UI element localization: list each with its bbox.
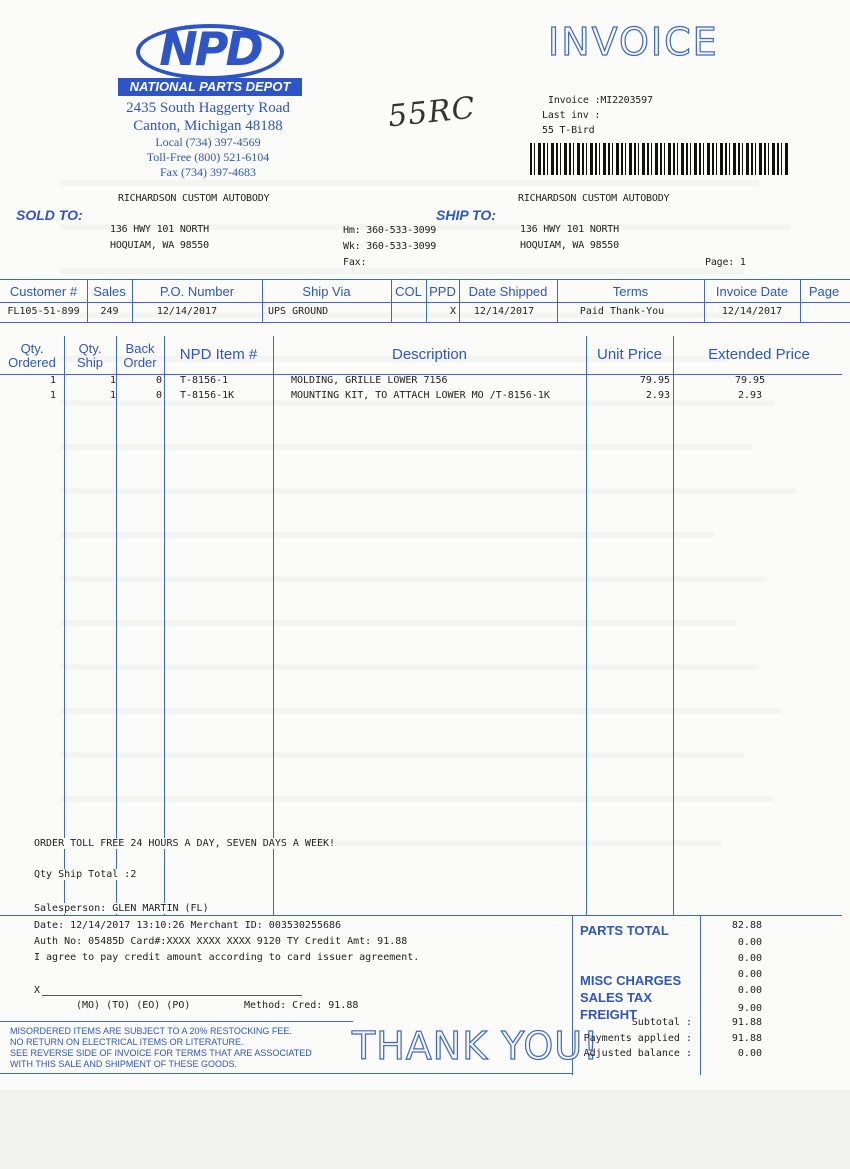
- blank-line-2-value: 0.00: [737, 953, 762, 964]
- item-row-1-ship: 1: [109, 375, 116, 386]
- customer-number: FL105-51-899: [7, 306, 80, 317]
- thank-you-banner: THANK YOU!: [352, 1024, 600, 1068]
- last-invoice: Last inv :: [542, 110, 601, 121]
- item-row-2-ext: 2.93: [737, 390, 763, 401]
- ppd-value: X: [449, 306, 456, 317]
- payment-line-1: Date: 12/14/2017 13:10:26 Merchant ID: 003530255686: [34, 920, 342, 931]
- date-shipped: 12/14/2017: [473, 306, 535, 317]
- sales-code: 249: [100, 306, 119, 317]
- notice-line-2: NO RETURN ON ELECTRICAL ITEMS OR LITERATURE.: [10, 1037, 244, 1047]
- items-col-divider: [586, 336, 587, 916]
- misc-charges-value: 0.00: [737, 969, 762, 980]
- item-row-2-back: 0: [155, 390, 162, 401]
- col-header-customer: Customer #: [9, 284, 78, 299]
- items-col-divider: [116, 336, 117, 916]
- blank-line-1-value: 0.00: [737, 937, 762, 948]
- items-col-divider: [273, 336, 274, 916]
- company-name: NATIONAL PARTS DEPOT: [118, 78, 302, 96]
- sold-to-name: RICHARDSON CUSTOM AUTOBODY: [118, 193, 270, 204]
- barcode: [530, 143, 788, 175]
- terms: Paid Thank-You: [579, 306, 665, 317]
- item-row-2-number: T-8156-1K: [180, 390, 235, 401]
- items-col-divider: [64, 336, 65, 916]
- salesperson: Salesperson: GLEN MARTIN (FL): [34, 903, 209, 914]
- order-toll-free-note: ORDER TOLL FREE 24 HOURS A DAY, SEVEN DAYS A WEEK!: [34, 838, 336, 849]
- phone-work: Wk: 360-533-3099: [343, 241, 437, 252]
- freight-value: 9.00: [737, 1003, 762, 1014]
- company-local-phone: Local (734) 397-4569: [155, 135, 261, 149]
- company-tollfree-phone: Toll-Free (800) 521-6104: [146, 150, 270, 164]
- totals-top-rule: [0, 915, 842, 916]
- company-address-line2: Canton, Michigan 48188: [133, 118, 283, 134]
- payments-applied-value: 91.88: [731, 1033, 762, 1044]
- adjusted-balance-label: Adjusted balance :: [583, 1048, 692, 1059]
- payment-agreement: I agree to pay credit amount according to card issuer agreement.: [34, 952, 420, 963]
- ship-via: UPS GROUND: [268, 306, 329, 317]
- ship-to-street: 136 HWY 101 NORTH: [520, 224, 619, 235]
- bottom-rule: [0, 1073, 572, 1074]
- notice-top-rule: [0, 1021, 353, 1022]
- col-header-terms: Terms: [612, 284, 649, 299]
- col-header-col: COL: [395, 284, 422, 299]
- handwritten-note: 55RC: [386, 90, 478, 135]
- ship-to-name: RICHARDSON CUSTOM AUTOBODY: [518, 193, 670, 204]
- item-row-1-description: MOLDING, GRILLE LOWER 7156: [291, 375, 448, 386]
- ship-to-label: SHIP TO:: [436, 207, 496, 223]
- col-header-unit-price: Unit Price: [596, 346, 663, 363]
- header-table-bottom-rule: [0, 322, 850, 323]
- notice-line-3: SEE REVERSE SIDE OF INVOICE FOR TERMS THAT ARE ASSOCIATED: [10, 1048, 312, 1058]
- notice-line-1: MISORDERED ITEMS ARE SUBJECT TO A 20% RESTOCKING FEE.: [10, 1026, 292, 1036]
- sales-tax-value: 0.00: [737, 985, 762, 996]
- scan-margin: [0, 1090, 850, 1169]
- npd-logo-letters: NPD: [159, 22, 261, 76]
- payment-method: Method: Cred: 91.88: [244, 1000, 359, 1011]
- subtotal-label: Subtotal :: [631, 1017, 692, 1028]
- subtotal-value: 91.88: [731, 1017, 762, 1028]
- item-row-1-back: 0: [155, 375, 162, 386]
- header-table-mid-rule: [0, 302, 850, 303]
- col-header-page: Page: [808, 284, 840, 299]
- col-header-back-order: Back Order: [123, 341, 157, 370]
- freight-label: FREIGHT: [580, 1007, 638, 1022]
- misc-charges-label: MISC CHARGES: [580, 973, 682, 988]
- item-row-2-ship: 1: [109, 390, 116, 401]
- col-header-po: P.O. Number: [159, 284, 235, 299]
- col-header-qty-ordered: Qty. Ordered: [8, 341, 56, 370]
- company-fax: Fax (734) 397-4683: [160, 165, 256, 179]
- parts-total-label: PARTS TOTAL: [580, 923, 669, 938]
- po-number: 12/14/2017: [156, 306, 218, 317]
- item-row-2-ordered: 1: [49, 390, 56, 401]
- sales-tax-label: SALES TAX: [580, 990, 652, 1005]
- invoice-number: Invoice :MI2203597: [548, 95, 653, 106]
- invoice-title: INVOICE: [548, 20, 719, 64]
- vehicle-note: 55 T-Bird: [542, 125, 595, 136]
- item-row-1-ext: 79.95: [734, 375, 766, 386]
- adjusted-balance-value: 0.00: [737, 1048, 762, 1059]
- col-header-qty-ship: Qty. Ship: [76, 341, 104, 370]
- items-col-divider: [164, 336, 165, 916]
- item-row-1-ordered: 1: [49, 375, 56, 386]
- col-header-sales: Sales: [93, 284, 126, 299]
- item-row-2-unit: 2.93: [645, 390, 670, 401]
- item-row-1-unit: 79.95: [639, 375, 670, 386]
- col-header-extended-price: Extended Price: [708, 346, 810, 363]
- col-header-description: Description: [391, 346, 468, 363]
- payment-line-2: Auth No: 05485D Card#:XXXX XXXX XXXX 9120 TY Credit Amt: 91.88: [34, 936, 408, 947]
- notice-line-4: WITH THIS SALE AND SHIPMENT OF THESE GOODS.: [10, 1059, 238, 1069]
- payment-codes: (MO) (TO) (EO) (PO): [76, 1000, 191, 1011]
- invoice-date: 12/14/2017: [721, 306, 783, 317]
- company-address-line1: 2435 South Haggerty Road: [126, 100, 290, 116]
- col-header-npd-item: NPD Item #: [179, 346, 258, 363]
- parts-total-value: 82.88: [731, 920, 762, 931]
- col-header-date-shipped: Date Shipped: [468, 284, 548, 299]
- show-through-background: [60, 150, 820, 850]
- signature-line: [42, 995, 302, 996]
- col-header-ship-via: Ship Via: [302, 284, 351, 299]
- item-row-1-number: T-8156-1: [180, 375, 229, 386]
- sold-to-city: HOQUIAM, WA 98550: [110, 240, 209, 251]
- qty-ship-total: Qty Ship Total :2: [34, 869, 137, 880]
- col-header-invoice-date: Invoice Date: [715, 284, 789, 299]
- phone-home: Hm: 360-533-3099: [343, 225, 437, 236]
- sold-to-street: 136 HWY 101 NORTH: [110, 224, 209, 235]
- payments-applied-label: Payments applied :: [583, 1033, 692, 1044]
- phone-fax: Fax:: [343, 257, 367, 268]
- items-col-divider: [673, 336, 674, 916]
- signature-x: X: [34, 985, 41, 996]
- sold-to-label: SOLD TO:: [16, 207, 83, 223]
- header-table-top-rule: [0, 279, 850, 280]
- item-row-2-description: MOUNTING KIT, TO ATTACH LOWER MO /T-8156-1K: [291, 390, 550, 401]
- ship-to-city: HOQUIAM, WA 98550: [520, 240, 619, 251]
- col-header-ppd: PPD: [429, 284, 456, 299]
- page-number: Page: 1: [705, 257, 746, 268]
